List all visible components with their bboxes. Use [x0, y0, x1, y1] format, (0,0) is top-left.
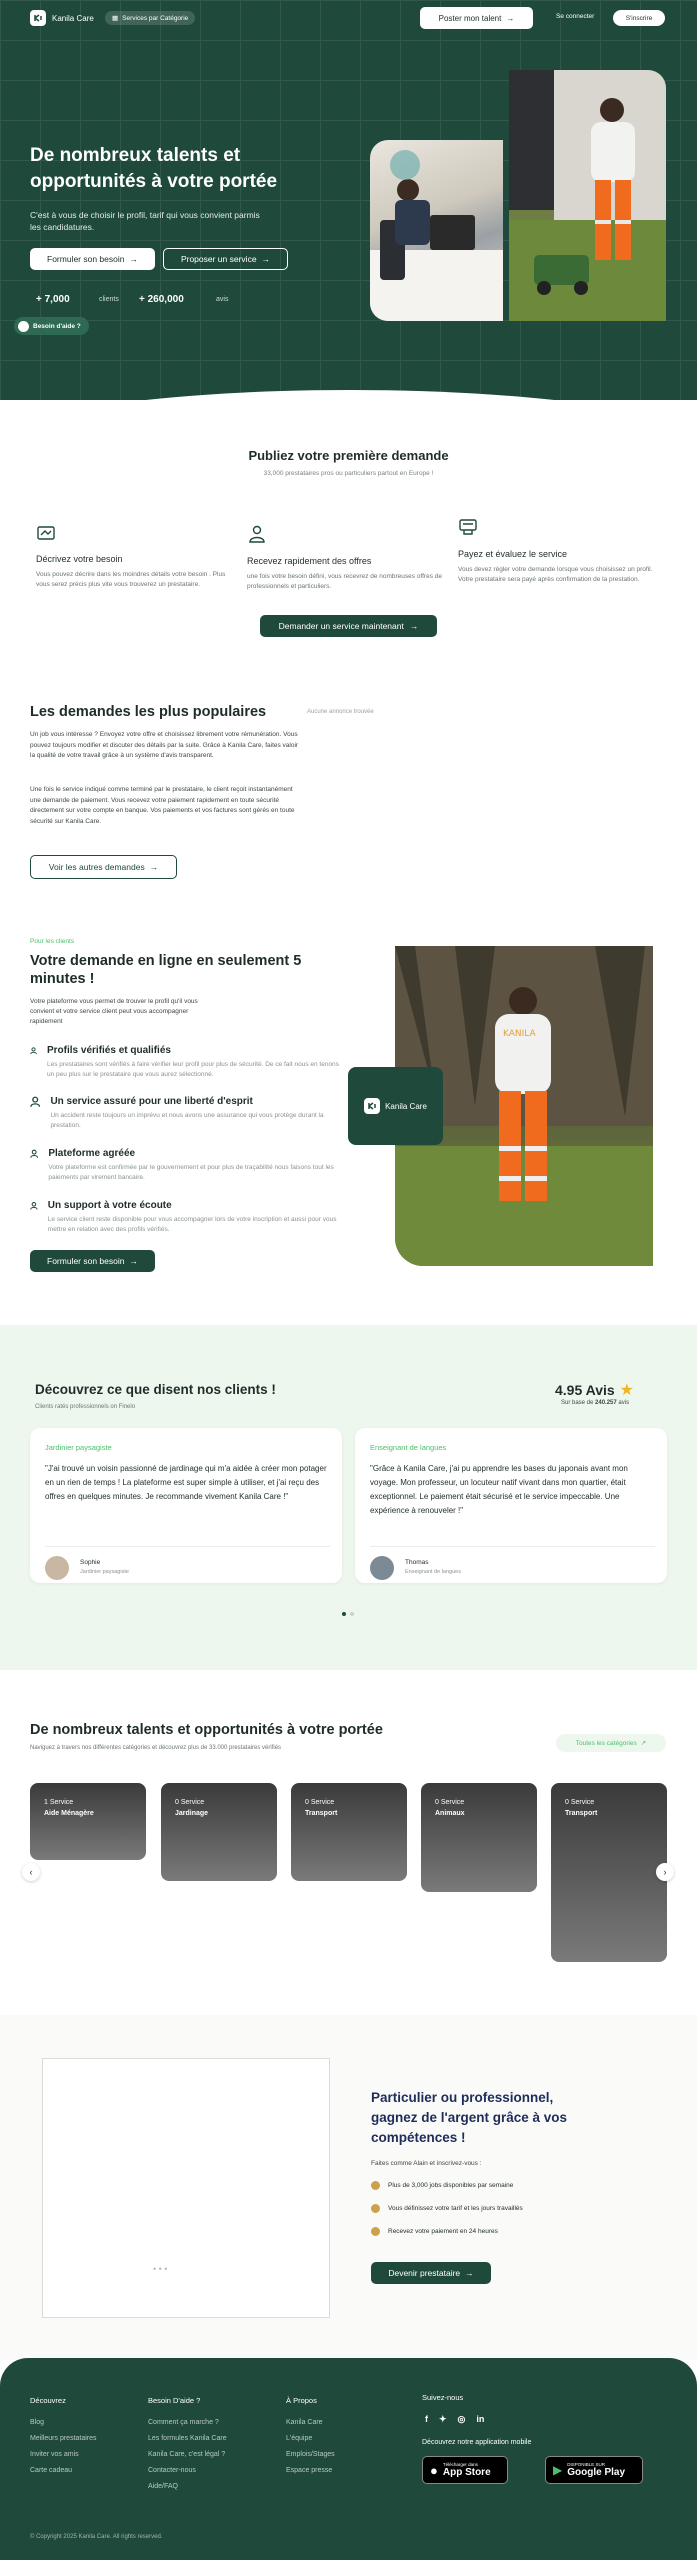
- category-name: Transport: [565, 1810, 598, 1817]
- see-other-requests-button[interactable]: [30, 855, 177, 879]
- become-provider-button[interactable]: [371, 2262, 491, 2284]
- footer-link[interactable]: Meilleurs prestataires: [30, 2435, 97, 2442]
- hero-subtitle: C'est à vous de choisir le profil, tarif qui vous convient parmis les candidatures.: [30, 210, 260, 232]
- signup-button[interactable]: S'inscrire: [613, 10, 665, 26]
- stat-reviews-label: avis: [216, 296, 229, 303]
- reviewer-name: Sophie: [80, 1559, 101, 1566]
- twitter-icon[interactable]: ✦: [439, 2414, 447, 2424]
- divider: [45, 1546, 330, 1547]
- online-need-label: Formuler son besoin: [47, 1256, 125, 1266]
- carousel-dot[interactable]: [342, 1612, 346, 1616]
- footer-col-title: À Propos: [286, 2396, 317, 2405]
- review-category: Jardinier paysagiste: [45, 1443, 112, 1452]
- app-store-big: App Store: [442, 2467, 491, 2478]
- payment-icon: [458, 518, 478, 536]
- hero-need-label: Formuler son besoin: [47, 254, 125, 264]
- earn-bullet: [371, 2181, 513, 2190]
- reviews-title: Découvrez ce que disent nos clients !: [35, 1382, 276, 1397]
- linkedin-icon[interactable]: in: [476, 2414, 485, 2424]
- rating-base: [561, 1400, 629, 1406]
- apple-icon: ●: [430, 2462, 438, 2478]
- category-name: Aide Ménagère: [44, 1810, 94, 1817]
- review-card: [355, 1428, 667, 1583]
- chevron-right-icon: ›: [663, 1867, 667, 1877]
- earn-intro: Faites comme Alain et inscrivez-vous :: [371, 2160, 482, 2167]
- stat-clients-value: + 7,000: [36, 294, 70, 305]
- category-card[interactable]: [291, 1783, 407, 1881]
- user-icon: [30, 1096, 40, 1108]
- popular-empty: Aucune annonce trouvée: [307, 709, 374, 715]
- avatar: [370, 1556, 394, 1580]
- category-card[interactable]: [421, 1783, 537, 1892]
- feature-title: Plateforme agréée: [48, 1148, 136, 1159]
- feature-title: Profils vérifiés et qualifiés: [47, 1045, 171, 1056]
- carousel-next-button[interactable]: [656, 1863, 674, 1881]
- feature-text: Un accident reste toujours un imprévu et nous avons une assurance qui vous protège durant la prestation.: [50, 1112, 324, 1129]
- arrow-right-icon: →: [465, 2268, 474, 2278]
- logo[interactable]: [30, 10, 94, 26]
- earn-bullet: [371, 2204, 523, 2213]
- footer-link[interactable]: Espace presse: [286, 2467, 333, 2474]
- app-title: Découvrez notre application mobile: [422, 2439, 532, 2446]
- footer-link[interactable]: Contacter-nous: [148, 2467, 196, 2474]
- follow-title: Suivez-nous: [422, 2393, 464, 2402]
- earn-bullet-text: Vous définissez votre tarif et les jours travaillés: [388, 2205, 523, 2212]
- user-icon: [247, 525, 267, 543]
- footer-col-discover: [30, 2396, 97, 2483]
- help-label: Besoin d'aide ?: [33, 322, 81, 330]
- hero-title: De nombreux talents et opportunités à votre portée: [30, 145, 278, 192]
- request-service-button[interactable]: [260, 615, 437, 637]
- step-offers: [247, 525, 447, 592]
- app-store-button[interactable]: [422, 2456, 508, 2484]
- categories-title: De nombreux talents et opportunités à votre portée: [30, 1722, 383, 1738]
- feature-text: Les prestataires sont vérifiés à faire vérifier leur profil pour plus de sécurité. De ce fait nous en tenons un peu plus sur le prestataire que vous aurez sélectionné.: [47, 1061, 339, 1078]
- step-text: Vous pouvez décrire dans les moindres détails votre besoin . Plus vous serez précis plus vite vous trouverez un prestataire.: [36, 571, 226, 588]
- hero-need-button[interactable]: [30, 248, 155, 270]
- footer-col-help: [148, 2396, 227, 2499]
- all-categories-button[interactable]: [556, 1734, 666, 1752]
- check-icon: [371, 2181, 380, 2190]
- google-play-button[interactable]: [545, 2456, 643, 2484]
- rating-base-suffix: avis: [618, 1400, 630, 1406]
- review-quote: "J'ai trouvé un voisin passionné de jardinage qui m'a aidée à créer mon potager en un rien de temps ! La plateforme est super simple à utiliser, et j'ai reçu des offres en quelques minutes. Je recommande vivement Kanila Care !": [45, 1464, 327, 1501]
- feature-text: Le service client reste disponible pour vous accompagner lors de votre inscription et aussi pour vous mettre en relation avec des profils vérifiés.: [47, 1216, 337, 1233]
- rating-base-prefix: Sur base de: [561, 1400, 594, 1406]
- category-count: 0 Service: [435, 1799, 465, 1806]
- become-provider-label: Devenir prestataire: [388, 2268, 461, 2278]
- see-other-requests-label: Voir les autres demandes: [48, 862, 145, 872]
- form-icon: [36, 525, 56, 541]
- reviewer-name: Thomas: [405, 1559, 429, 1566]
- grid-icon: ▦: [112, 15, 119, 22]
- chevron-left-icon: ‹: [29, 1867, 33, 1877]
- step-title: Recevez rapidement des offres: [247, 556, 372, 566]
- arrow-right-icon: →: [129, 1256, 138, 1266]
- badge-text: Kanila Care: [385, 1101, 427, 1111]
- logo-icon: [30, 10, 46, 26]
- earn-bullet-text: Plus de 3,000 jobs disponibles par semaine: [388, 2182, 514, 2189]
- request-service-label: Demander un service maintenant: [278, 621, 404, 631]
- help-icon: [18, 321, 29, 332]
- arrow-right-icon: →: [149, 862, 159, 872]
- rating-value: 4.95 Avis: [555, 1382, 615, 1398]
- logo-icon: [364, 1098, 380, 1114]
- earn-title: Particulier ou professionnel, gagnez de l'argent grâce à vos compétences !: [371, 2090, 568, 2145]
- arrow-right-icon: →: [129, 254, 138, 264]
- feature-title: Un support à votre écoute: [47, 1200, 172, 1211]
- hero-section: [0, 0, 697, 400]
- avatar: [45, 1556, 69, 1580]
- category-card[interactable]: [551, 1783, 667, 1962]
- check-icon: [371, 2204, 380, 2213]
- svg-text:KANILA: KANILA: [503, 1029, 536, 1039]
- categories-subtitle: Naviguez à travers nos différentes catégories et découvrez plus de 33.000 prestataires vérifiés: [30, 1745, 282, 1751]
- logo-text: Kanila Care: [52, 13, 94, 23]
- feature-title: Un service assuré pour une liberté d'esprit: [50, 1096, 253, 1107]
- review-card: [30, 1428, 342, 1583]
- reviewer-role: Jardinier paysagiste: [80, 1569, 129, 1575]
- hero-service-label: Proposer un service: [180, 254, 257, 264]
- login-link[interactable]: Se connecter: [556, 13, 595, 20]
- carousel-prev-button[interactable]: [22, 1863, 40, 1881]
- step-pay: [458, 518, 663, 585]
- carousel-dot[interactable]: [350, 1612, 354, 1616]
- footer-link[interactable]: Blog: [30, 2419, 45, 2426]
- category-name: Jardinage: [175, 1810, 209, 1817]
- feature-insured: [30, 1096, 340, 1131]
- online-eyebrow: Pour les clients: [30, 938, 75, 945]
- user-icon: [30, 1200, 38, 1212]
- footer-link[interactable]: Kanila Care: [286, 2419, 323, 2426]
- online-title: Votre demande en ligne en seulement 5 minutes !: [30, 953, 302, 987]
- footer-link[interactable]: Inviter vos amis: [30, 2451, 79, 2458]
- step-text: une fois votre besoin défini, vous recevrez de nombreuses offres de professionnels et particuliers.: [247, 573, 442, 590]
- check-icon: [371, 2227, 380, 2236]
- online-need-button[interactable]: [30, 1250, 155, 1272]
- category-count: 0 Service: [565, 1799, 595, 1806]
- divider: [370, 1546, 655, 1547]
- category-count: 0 Service: [305, 1799, 335, 1806]
- reviewer-role: Enseignant de langues: [405, 1569, 461, 1575]
- instagram-icon[interactable]: ◎: [457, 2414, 466, 2424]
- feature-support: [30, 1200, 340, 1235]
- user-icon: [30, 1148, 38, 1160]
- google-play-small: DISPONIBLE SUR: [567, 2462, 605, 2467]
- arrow-right-icon: →: [261, 254, 271, 264]
- hero-photo-gardener: [509, 70, 666, 321]
- social-icons: [425, 2414, 484, 2425]
- arrow-up-right-icon: ↗: [640, 1740, 647, 1747]
- rating: [555, 1380, 634, 1400]
- services-category-label: Services par Catégorie: [122, 14, 189, 22]
- publish-subtitle: 33,000 prestataires pros ou particuliers partout en Europe !: [263, 470, 434, 477]
- popular-title: Les demandes les plus populaires: [30, 704, 267, 720]
- footer-link[interactable]: Aide/FAQ: [148, 2483, 178, 2490]
- stat-reviews-value: + 260,000: [139, 294, 184, 305]
- earn-bullet: [371, 2227, 498, 2236]
- publish-title: Publiez votre première demande: [248, 448, 449, 463]
- stat-clients-label: clients: [99, 296, 119, 303]
- help-button[interactable]: [14, 317, 89, 335]
- footer-link[interactable]: Emplois/Stages: [286, 2451, 335, 2458]
- category-card[interactable]: [161, 1783, 277, 1881]
- facebook-icon[interactable]: f: [425, 2414, 428, 2424]
- copyright: © Copyright 2025 Kanila Care. All rights reserved.: [30, 2534, 163, 2540]
- footer-link[interactable]: Carte cadeau: [30, 2467, 73, 2474]
- category-card[interactable]: [30, 1783, 146, 1860]
- step-title: Décrivez votre besoin: [36, 554, 123, 564]
- footer-link[interactable]: Comment ça marche ?: [148, 2419, 219, 2426]
- online-intro: Votre plateforme vous permet de trouver le profil qu'il vous convient et votre service client peut vous accompagner rapidement: [30, 998, 198, 1025]
- earn-image-frame: [42, 2058, 330, 2318]
- feature-approved: [30, 1148, 340, 1183]
- google-play-big: Google Play: [567, 2467, 626, 2478]
- category-name: Animaux: [435, 1810, 465, 1817]
- footer: [0, 2358, 697, 2560]
- earn-bullet-text: Recevez votre paiement en 24 heures: [388, 2228, 498, 2235]
- app-store-small: Télécharger dans: [442, 2462, 478, 2467]
- footer-link[interactable]: L'équipe: [286, 2435, 313, 2442]
- step-describe: [36, 525, 236, 590]
- footer-col-about: [286, 2396, 335, 2483]
- review-category: Enseignant de langues: [370, 1443, 447, 1452]
- all-categories-label: Toutes les catégories: [575, 1739, 637, 1747]
- footer-link[interactable]: Les formules Kanila Care: [148, 2435, 227, 2442]
- feature-text: Votre plateforme est confirmée par le gouvernement et pour plus de traçabilité nous faisons tout les paiements par virement bancaire.: [48, 1164, 334, 1181]
- google-play-icon: ▶: [553, 2463, 563, 2477]
- popular-para1: Un job vous intéresse ? Envoyez votre offre et choisissez librement votre rémunération. Vous pouvez toujours modifier et discuter des détails par la suite. Grâce à Kanila Care, faites valoir la qualité de votre travail grâce à un système d'avis transparent.: [30, 731, 299, 759]
- hero-service-button[interactable]: [163, 248, 288, 270]
- footer-col-title: Besoin D'aide ?: [148, 2396, 201, 2405]
- category-name: Transport: [305, 1810, 338, 1817]
- loading-dots: • • •: [153, 2264, 168, 2274]
- post-talent-label: Poster mon talent: [438, 13, 502, 23]
- popular-para2: Une fois le service indiqué comme terminé par le prestataire, le client reçoit instantanément une demande de paiement. Vous recevez votre paiement rapidement en toute sécurité directement sur votre compte en banque. Vos paiements et vos factures sont gérés en toute sécurité sur Kanila Care.: [30, 786, 295, 825]
- rating-base-count: 240.257: [595, 1400, 617, 1406]
- category-count: 1 Service: [44, 1799, 74, 1806]
- post-talent-button[interactable]: [420, 7, 533, 29]
- carousel-dots[interactable]: [342, 1612, 354, 1616]
- footer-col-title: Découvrez: [30, 2396, 66, 2405]
- hero-photo-plumber: [370, 140, 503, 321]
- services-category-button[interactable]: [105, 11, 195, 25]
- arrow-right-icon: →: [506, 13, 515, 23]
- category-count: 0 Service: [175, 1799, 205, 1806]
- feature-verified: [30, 1045, 340, 1080]
- review-quote: "Grâce à Kanila Care, j'ai pu apprendre les bases du japonais avant mon voyage. Mon professeur, un locuteur natif vivant dans mon quartier, était exceptionnel. Le paiement était sécurisé et le service impeccable. Une expérience à renouveler !": [370, 1464, 628, 1515]
- reviews-subtitle: Clients ratés professionnels on Finelo: [35, 1404, 136, 1410]
- arrow-right-icon: →: [409, 621, 419, 631]
- step-text: Vous devez régler votre demande lorsque vous choisissez un profil. Votre prestataire sera payé après confirmation de la prestation.: [458, 566, 653, 583]
- kanila-badge: [348, 1067, 443, 1145]
- star-icon: ★: [619, 1382, 635, 1399]
- footer-link[interactable]: Kanila Care, c'est légal ?: [148, 2451, 226, 2458]
- step-title: Payez et évaluez le service: [458, 549, 568, 559]
- user-icon: [30, 1045, 37, 1057]
